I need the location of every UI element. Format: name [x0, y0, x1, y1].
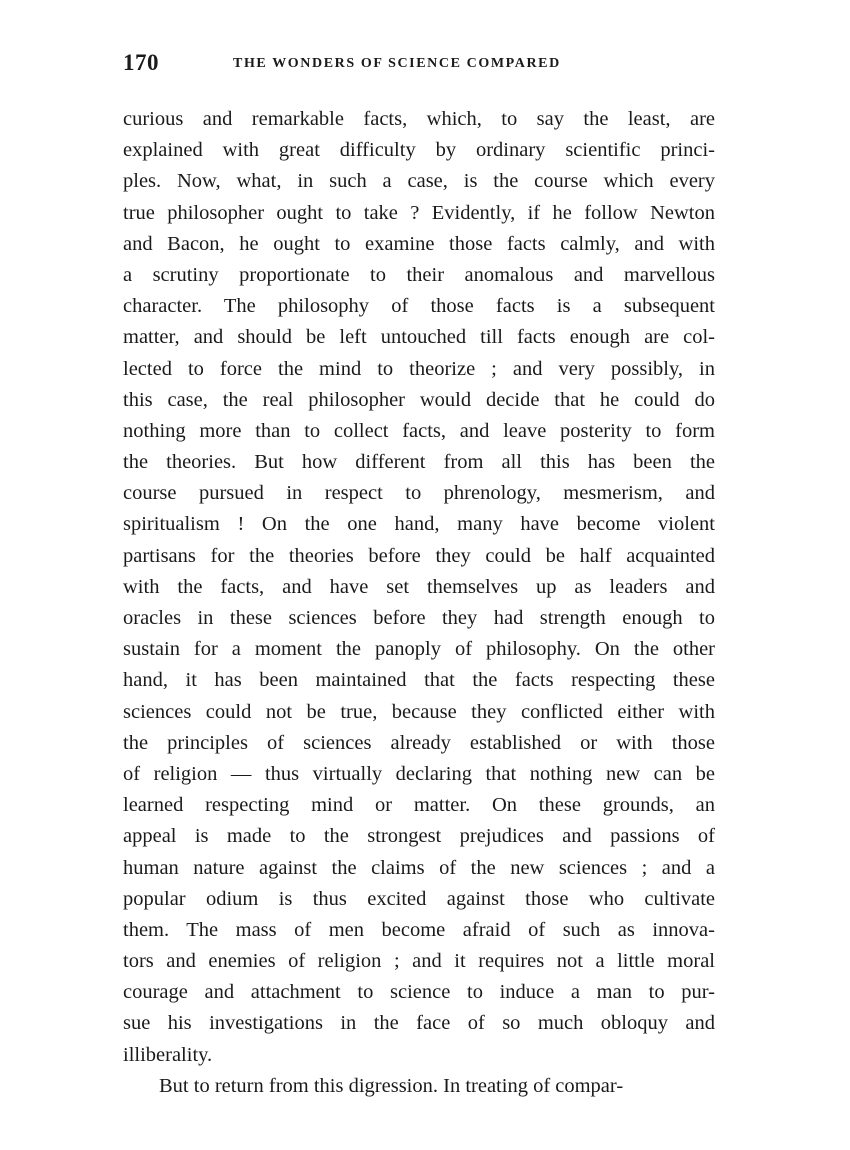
text-line: sue his investigations in the face of so much obloquy and	[123, 1012, 715, 1035]
text-line: the theories. But how different from all this has been the	[123, 451, 715, 474]
page-number: 170	[123, 50, 159, 75]
text-line: courage and attachment to science to induce a man to pur-	[123, 981, 715, 1004]
text-line: human nature against the claims of the new sciences ; and a	[123, 856, 715, 879]
text-line: hand, it has been maintained that the facts respecting these	[123, 669, 715, 692]
text-line: lected to force the mind to theorize ; and very possibly, in	[123, 357, 715, 380]
page-header	[123, 50, 723, 80]
text-line: curious and remarkable facts, which, to say the least, are	[123, 108, 715, 130]
text-line: But to return from this digression. In treating of compar-	[159, 1074, 624, 1097]
text-line: illiberality.	[123, 1043, 213, 1066]
text-line: this case, the real philosopher would decide that he could do	[123, 388, 715, 411]
body-text	[123, 104, 715, 1102]
text-line: a scrutiny proportionate to their anomalous and marvellous	[123, 263, 715, 286]
text-line: and Bacon, he ought to examine those facts calmly, and with	[123, 232, 715, 255]
text-line: the principles of sciences already established or with those	[123, 731, 715, 754]
paragraph	[123, 1071, 715, 1102]
text-line: with the facts, and have set themselves up as leaders and	[123, 575, 715, 598]
text-line: partisans for the theories before they could be half acquainted	[123, 544, 715, 567]
text-line: popular odium is thus excited against those who cultivate	[123, 887, 715, 910]
paragraph	[123, 104, 715, 1071]
text-line: true philosopher ought to take ? Evidently, if he follow Newton	[123, 201, 715, 224]
text-line: matter, and should be left untouched till facts enough are col-	[123, 326, 715, 349]
text-line: learned respecting mind or matter. On these grounds, an	[123, 794, 715, 817]
text-line: of religion — thus virtually declaring that nothing new can be	[123, 762, 715, 785]
text-line: character. The philosophy of those facts is a subsequent	[123, 295, 715, 318]
text-line: explained with great difficulty by ordinary scientific princi-	[123, 139, 715, 162]
running-head: THE WONDERS OF SCIENCE COMPARED	[233, 56, 561, 71]
text-line: nothing more than to collect facts, and leave posterity to form	[123, 419, 715, 442]
text-line: ples. Now, what, in such a case, is the course which every	[123, 170, 715, 193]
text-line: appeal is made to the strongest prejudices and passions of	[123, 825, 715, 848]
text-line: sciences could not be true, because they conflicted either with	[123, 700, 715, 723]
text-line: tors and enemies of religion ; and it requires not a little moral	[123, 950, 715, 973]
text-line: course pursued in respect to phrenology, mesmerism, and	[123, 482, 715, 505]
text-line: oracles in these sciences before they had strength enough to	[123, 607, 715, 629]
text-line: spiritualism ! On the one hand, many have become violent	[123, 513, 715, 536]
text-line: them. The mass of men become afraid of such as innova-	[123, 918, 715, 941]
text-line: sustain for a moment the panoply of philosophy. On the other	[123, 638, 715, 661]
